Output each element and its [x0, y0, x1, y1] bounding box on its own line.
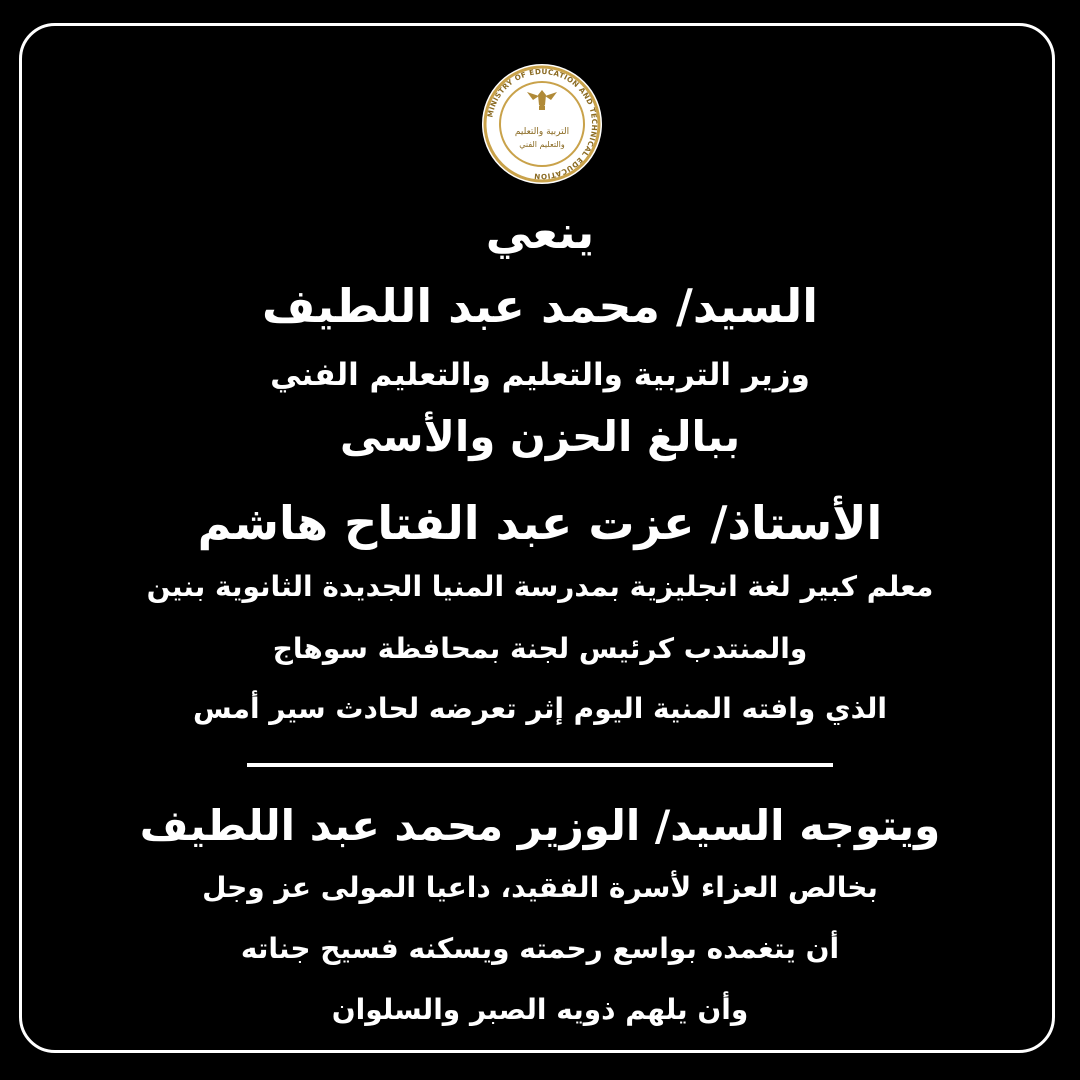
deceased-name: الأستاذ/ عزت عبد الفتاح هاشم — [197, 496, 883, 550]
condolence-line-2: أن يتغمده بواسع رحمته ويسكنه فسيح جناته — [240, 932, 840, 965]
description-line-3: الذي وافته المنية اليوم إثر تعرضه لحادث سير أمس — [193, 692, 887, 725]
grief-phrase: ببالغ الحزن والأسى — [339, 412, 741, 461]
announcement-title: ينعي — [485, 205, 595, 259]
svg-text:والتعليم الفني: والتعليم الفني — [519, 140, 565, 149]
description-line-2: والمنتدب كرئيس لجنة بمحافظة سوهاج — [272, 632, 808, 665]
condolence-line-1: بخالص العزاء لأسرة الفقيد، داعيا المولى عز وجل — [202, 871, 878, 904]
condolence-heading: ويتوجه السيد/ الوزير محمد عبد اللطيف — [139, 801, 941, 850]
minister-title: وزير التربية والتعليم والتعليم الفني — [270, 357, 810, 393]
description-line-1: معلم كبير لغة انجليزية بمدرسة المنيا الجديدة الثانوية بنين — [146, 570, 934, 603]
svg-text:التربية والتعليم: التربية والتعليم — [514, 127, 570, 137]
svg-text:MINISTRY OF EDUCATION AND TECH: MINISTRY OF EDUCATION AND TECHNICAL EDUCATION — [485, 66, 600, 182]
minister-name: السيد/ محمد عبد اللطيف — [261, 279, 819, 333]
section-divider — [247, 763, 833, 767]
condolence-line-3: وأن يلهم ذويه الصبر والسلوان — [331, 993, 749, 1026]
ministry-seal-logo — [480, 62, 604, 186]
